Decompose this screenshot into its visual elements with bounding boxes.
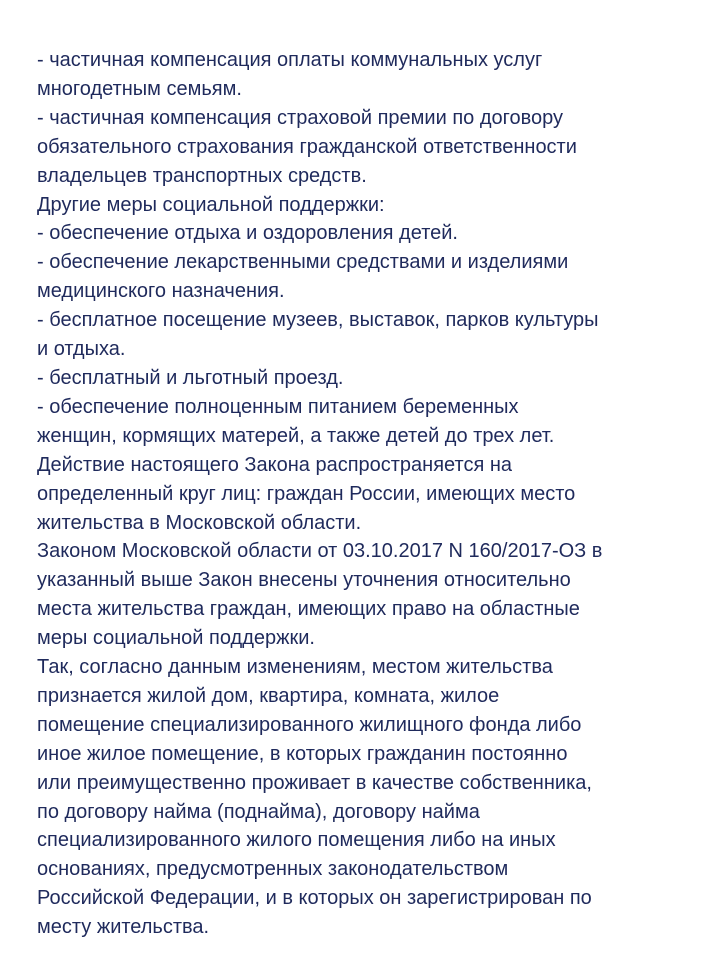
text-line: места жительства граждан, имеющих право на областные [37,598,580,621]
text-line: Другие меры социальной поддержки: [37,193,385,216]
text-line: обязательного страхования гражданской ответственности [37,135,577,158]
text-line: месту жительства. [37,916,210,939]
text-line: Законом Московской области от 03.10.2017 N 160/2017-ОЗ в [37,540,603,563]
text-line: специализированного жилого помещения либо на иных [37,829,556,852]
text-line: - частичная компенсация оплаты коммунальных услуг [37,49,543,71]
text-line: - частичная компенсация страховой премии по договору [37,106,564,129]
text-line: - бесплатный и льготный проезд. [37,366,344,389]
text-line: основаниях, предусмотренных законодательством [37,858,509,881]
text-line: и отдыха. [37,338,126,361]
text-line: помещение специализированного жилищного фонда либо [37,713,582,736]
text-line: - обеспечение лекарственными средствами и изделиями [37,251,569,274]
text-line: - обеспечение отдыха и оздоровления детей. [37,222,458,245]
text-line: медицинского назначения. [37,280,285,303]
text-line: Действие настоящего Закона распространяется на [37,453,512,476]
text-line: жительства в Московской области. [37,511,362,534]
text-line: указанный выше Закон внесены уточнения относительно [37,569,571,592]
text-line: меры социальной поддержки. [37,627,315,650]
text-line: определенный круг лиц: граждан России, имеющих место [37,482,576,505]
text-line: женщин, кормящих матерей, а также детей до трех лет. [37,424,555,447]
text-line: Российской Федерации, и в которых он зарегистрирован по [37,887,592,910]
text-line: Так, согласно данным изменениям, местом жительства [37,656,553,679]
text-line: многодетным семьям. [37,77,242,100]
text-line: владельцев транспортных средств. [37,164,367,187]
text-line: иное жилое помещение, в которых гражданин постоянно [37,742,568,765]
document-text [37,46,705,942]
text-line: - бесплатное посещение музеев, выставок, парков культуры [37,309,599,332]
text-line: по договору найма (поднайма), договору найма [37,800,480,823]
text-line: признается жилой дом, квартира, комната, жилое [37,684,500,707]
text-line: - обеспечение полноценным питанием беременных [37,395,519,418]
text-line: или преимущественно проживает в качестве собственника, [37,771,592,794]
